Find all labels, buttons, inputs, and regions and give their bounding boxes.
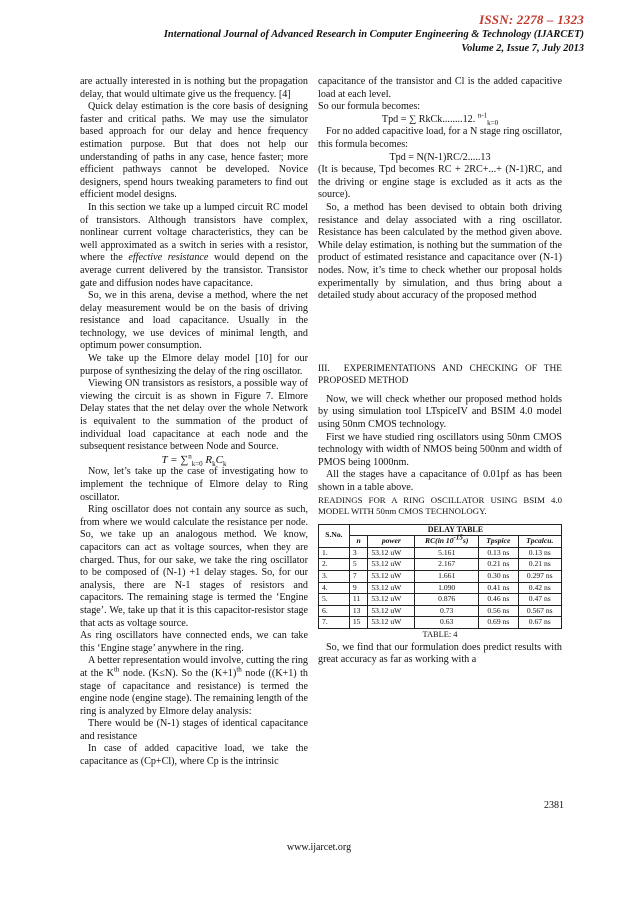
header-rc: RC(in 10-15s) bbox=[415, 536, 479, 548]
cell-tpcalc: 0.47 ns bbox=[518, 594, 561, 606]
paragraph: So our formula becomes: bbox=[318, 101, 421, 113]
cell-n: 3 bbox=[349, 547, 368, 559]
cell-n: 5 bbox=[349, 559, 368, 571]
journal-title: International Journal of Advanced Research in Computer Engineering & Technology (IJARCET) bbox=[163, 29, 584, 40]
cell-n: 11 bbox=[349, 594, 368, 606]
emphasis-text: effective resistance bbox=[128, 252, 209, 264]
header-n: n bbox=[349, 536, 368, 548]
cell-tpcalc: 0.13 ns bbox=[518, 547, 561, 559]
header-tpspice: Tpspice bbox=[479, 536, 518, 548]
cell-power: 53.12 uW bbox=[368, 547, 415, 559]
paragraph: In case of added capacitive load, we take the capacitance as (Cp+Cl), where Cp is the intrinsic bbox=[80, 743, 308, 768]
cell-sno: 7. bbox=[319, 617, 350, 629]
paragraph: As ring oscillators have connected ends, we can take this ‘Engine stage’ anywhere in the ring. bbox=[80, 630, 308, 654]
sum-upper-limit: n-1 bbox=[477, 111, 488, 120]
cell-sno: 2. bbox=[319, 559, 350, 571]
cell-rc: 2.167 bbox=[415, 559, 479, 571]
cell-sno: 6. bbox=[319, 605, 350, 617]
cell-tpcalc: 0.567 ns bbox=[518, 605, 561, 617]
paragraph: All the stages have a capacitance of 0.01pf as has been shown in a table above. bbox=[318, 469, 562, 494]
cell-rc: 5.161 bbox=[415, 547, 479, 559]
table-row bbox=[319, 571, 562, 583]
volume-info: Volume 2, Issue 7, July 2013 bbox=[461, 43, 584, 54]
header-tpcalc: Tpcalcu. bbox=[518, 536, 561, 548]
paragraph: For no added capacitive load, for a N stage ring oscillator, this formula becomes: bbox=[318, 126, 562, 150]
cell-tpspice: 0.13 ns bbox=[479, 547, 518, 559]
table-title: DELAY TABLE bbox=[349, 524, 561, 536]
formula-tpd-ring: Tpd = N(N-1)RC/2.....13 bbox=[389, 151, 491, 163]
cell-n: 7 bbox=[349, 571, 368, 583]
table-row bbox=[319, 594, 562, 606]
header-power: power bbox=[368, 536, 415, 548]
cell-rc: 0.73 bbox=[415, 605, 479, 617]
issn-header: ISSN: 2278 – 1323 bbox=[479, 12, 584, 27]
table-row bbox=[319, 582, 562, 594]
paragraph: Quick delay estimation is the core basis of designing faster and critical paths. We may use the simulator based approach for our delay and hence frequency estimation purpose. But that does not help our understanding of paths in any case, hence faster; more efficient pathways cannot be developed. Novice designers, spend hours tweaking parameters to find out efficient model designs. bbox=[80, 101, 308, 201]
cell-sno: 3. bbox=[319, 571, 350, 583]
paragraph: First we have studied ring oscillators using 50nm CMOS technology with width of NMOS being 500nm and width of PMOS being 1000nm. bbox=[318, 431, 562, 468]
paragraph: So, we find that our formulation does predict results with great accuracy as far as working with a bbox=[318, 641, 562, 666]
header-sno: S.No. bbox=[319, 524, 350, 547]
paragraph: capacitance of the transistor and Cl is the added capacitive load at each level. bbox=[318, 76, 562, 100]
cell-rc: 1.090 bbox=[415, 582, 479, 594]
cell-tpspice: 0.56 ns bbox=[479, 605, 518, 617]
cell-tpspice: 0.21 ns bbox=[479, 559, 518, 571]
cell-tpcalc: 0.21 ns bbox=[518, 559, 561, 571]
right-column bbox=[318, 76, 562, 667]
cell-rc: 0.63 bbox=[415, 617, 479, 629]
cell-tpspice: 0.69 ns bbox=[479, 617, 518, 629]
page-number: 2381 bbox=[544, 800, 564, 811]
cell-power: 53.12 uW bbox=[368, 605, 415, 617]
formula-tpd-sum: Tpd = ∑ RkCk........12. $^{n-1}_{k=0}$ bbox=[381, 111, 499, 127]
section-heading: III. EXPERIMENTATIONS AND CHECKING OF THE PROPOSED METHOD bbox=[318, 363, 562, 387]
cell-sno: 5. bbox=[319, 594, 350, 606]
cell-rc: 1.661 bbox=[415, 571, 479, 583]
paragraph: A better representation would involve, cutting the ring at the $K^{th}$ node. (K≤N). So the $(K+1)^{th}$ node ((K+1) th stage of capacitance and resistance) is termed the engine node (engine stage). The remaining length of the ring is analyzed by Elmore delay analysis: bbox=[80, 655, 308, 717]
cell-tpspice: 0.41 ns bbox=[479, 582, 518, 594]
cell-n: 9 bbox=[349, 582, 368, 594]
cell-power: 53.12 uW bbox=[368, 559, 415, 571]
table-row bbox=[319, 617, 562, 629]
paragraph: Viewing ON transistors as resistors, a possible way of viewing the circuit is as shown in Figure 7. Elmore Delay states that the net delay over the whole Network is equivalent to the summation of the product of individual load capacitance at each node and the subsequent resistance between Node and Source. bbox=[80, 378, 308, 453]
cell-power: 53.12 uW bbox=[368, 571, 415, 583]
cell-tpspice: 0.46 ns bbox=[479, 594, 518, 606]
cell-power: 53.12 uW bbox=[368, 617, 415, 629]
cell-sno: 1. bbox=[319, 547, 350, 559]
cell-sno: 4. bbox=[319, 582, 350, 594]
paragraph: Ring oscillator does not contain any source as such, from where we would calculate the resistance per node. So, we take up an analogous method. We know, capacitors can act as voltage sources, when they are charged. Thus, for our sake, we take the ring oscillator to be composed of (N-1) +1 delay stages. So, for our analysis, there are N-1 stages of resistors and capacitors. The remaining stage is termed the ‘Engine stage’. We, take up that it is this capacitor-resistor stage that acts as voltage source. bbox=[80, 504, 308, 629]
paragraph: We take up the Elmore delay model [10] for our purpose of synthesizing the delay of the ring oscillator. bbox=[80, 353, 308, 377]
paragraph: (It is because, Tpd becomes RC + 2RC+...+ (N-1)RC, and the driving or engine stage is excluded as it acts as the source). bbox=[318, 164, 562, 201]
sum-lower-limit: k=0 bbox=[487, 118, 499, 127]
cell-rc: 0.876 bbox=[415, 594, 479, 606]
table-row bbox=[319, 547, 562, 559]
left-column bbox=[80, 76, 308, 769]
cell-tpcalc: 0.42 ns bbox=[518, 582, 561, 594]
delay-table bbox=[318, 524, 562, 629]
cell-power: 53.12 uW bbox=[368, 594, 415, 606]
paragraph: In this section we take up a lumped circuit RC model of transistors. Although transistors have complex, nonlinear current voltage characteristics, they can be well approximated as a switch in series with a resistor, where the effective resistance would depend on the average current delivered by the transistor. Transistor gate and diffusion nodes have capacitance. bbox=[80, 201, 309, 289]
table-label: TABLE: 4 bbox=[422, 629, 458, 639]
cell-tpspice: 0.30 ns bbox=[479, 571, 518, 583]
footer-url: www.ijarcet.org bbox=[286, 842, 352, 853]
paragraph: There would be (N-1) stages of identical capacitance and resistance bbox=[80, 718, 308, 742]
elmore-formula: T = ∑$^n_{k=0}$ $R_kC_k$ bbox=[161, 452, 227, 468]
cell-power: 53.12 uW bbox=[368, 582, 415, 594]
cell-tpcalc: 0.297 ns bbox=[518, 571, 561, 583]
paragraph: So, a method has been devised to obtain both driving resistance and delay associated with a ring oscillator. Resistance has been calculated by the method given above. While delay estimation, is nothing but the summation of the product of estimated resistance and capacitance over (N-1) nodes. Now, it’s time to check whether our proposal holds experimentally by simulation, and thus bring about a detailed study about accuracy of the proposed method bbox=[318, 201, 562, 302]
paragraph: So, we in this arena, devise a method, where the net delay measurement would be on the basis of driving resistance and load capacitance. Usually in the technology, we use devices of minimal length, and optimum power consumption. bbox=[80, 290, 308, 352]
paragraph: Now, let’s take up the case of investigating how to implement the technique of Elmore delay to Ring oscillator. bbox=[80, 466, 308, 503]
table-row bbox=[319, 559, 562, 571]
cell-n: 13 bbox=[349, 605, 368, 617]
cell-tpcalc: 0.67 ns bbox=[518, 617, 561, 629]
table-row bbox=[319, 605, 562, 617]
paragraph: are actually interested in is nothing but the propagation delay, that would ultimate give us the frequency. [4] bbox=[80, 76, 308, 100]
table-caption: READINGS FOR A RING OSCILLATOR USING BSIM 4.0 MODEL WITH 50nm CMOS TECHNOLOGY. bbox=[318, 494, 562, 517]
cell-n: 15 bbox=[349, 617, 368, 629]
paragraph: Now, we will check whether our proposed method holds by using simulation tool LTspiceIV and BSIM 4.0 model using 50nm CMOS technology. bbox=[318, 393, 562, 431]
